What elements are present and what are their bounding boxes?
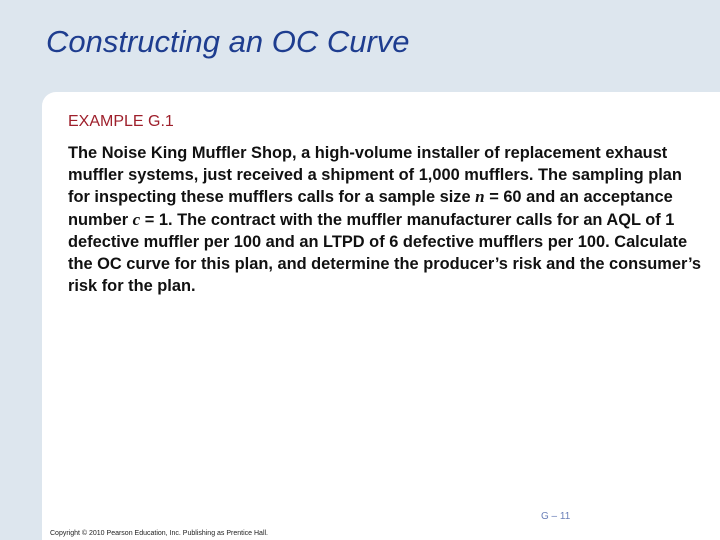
- body-text-part-2: = 60 and an acceptance number: [68, 188, 673, 229]
- example-body-text: [68, 142, 708, 297]
- slide-title: Constructing an OC Curve: [46, 24, 410, 59]
- body-text-part-3: = 1. The contract with the muffler manufacturer calls for an AQL of 1 defective muffler per 100 and an LTPD of 6 defective mufflers per 100. Calculate the OC curve for this plan, and determine the producer’s risk and the consumer’s risk for the plan.: [68, 210, 702, 296]
- example-heading: EXAMPLE G.1: [68, 113, 174, 130]
- acceptance-number-variable: c: [132, 209, 141, 229]
- page-number: G – 11: [541, 511, 571, 522]
- body-text-part-1: The Noise King Muffler Shop, a high-volume installer of replacement exhaust muffler systems, just received a shipment of 1,000 mufflers. The sampling plan for inspecting these mufflers calls for a sample size: [68, 144, 682, 207]
- sample-size-variable: n: [475, 187, 485, 207]
- copyright-notice: Copyright © 2010 Pearson Education, Inc. Publishing as Prentice Hall.: [50, 530, 269, 537]
